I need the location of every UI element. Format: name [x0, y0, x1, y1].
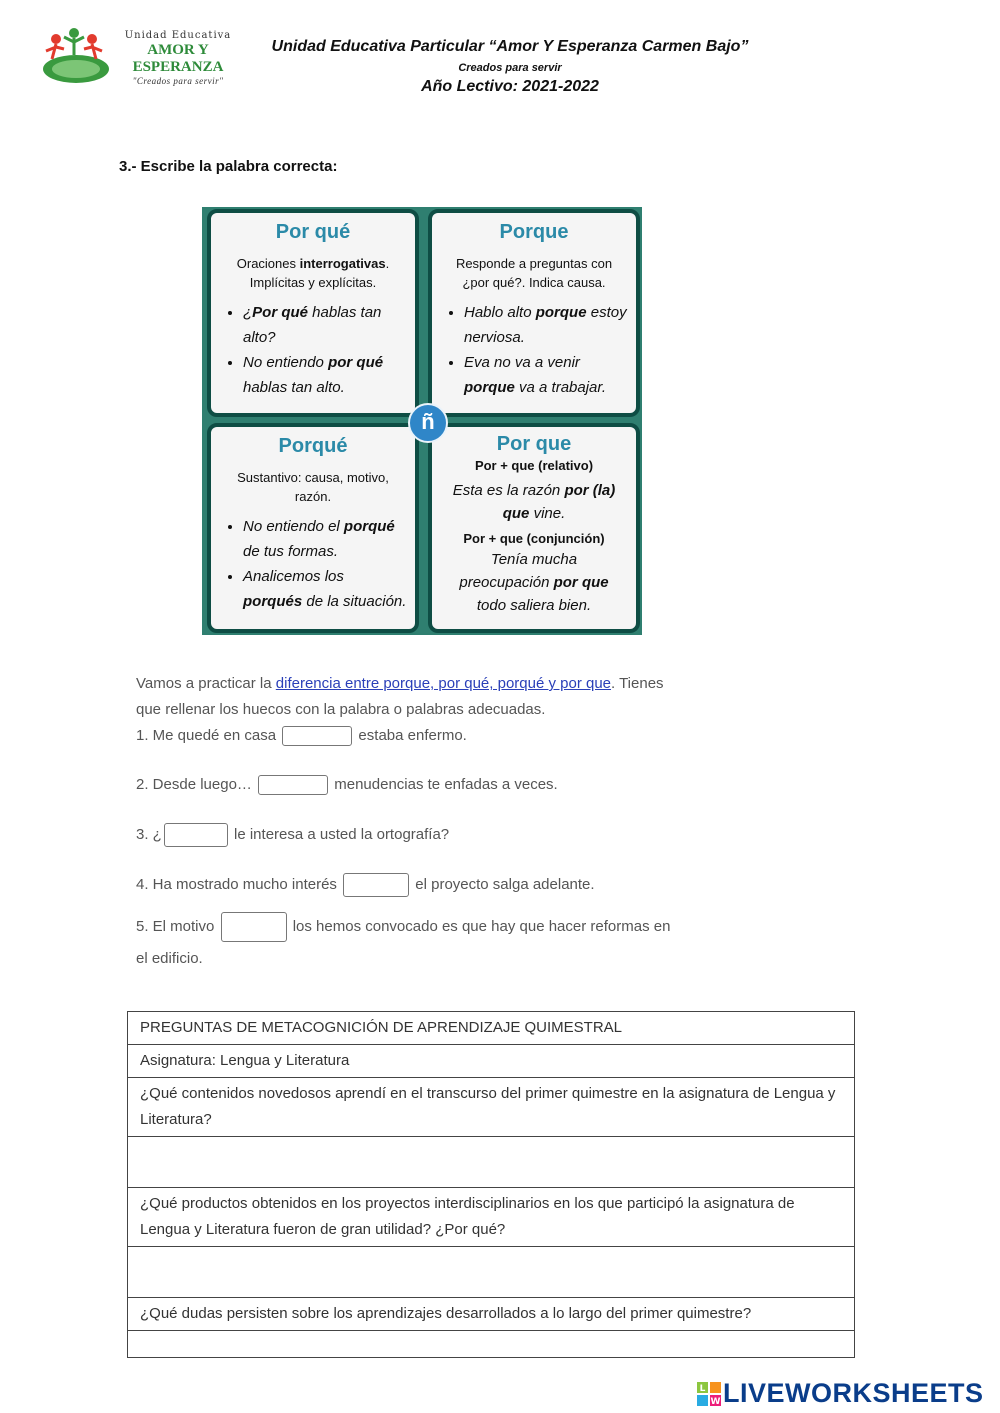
card-porque-noun	[207, 423, 419, 633]
example-item: • Hablo alto porque estoy nerviosa.	[464, 300, 628, 350]
table-title: PREGUNTAS DE METACOGNICIÓN DE APRENDIZAJE QUIMESTRAL	[128, 1012, 855, 1045]
answer-cell-2[interactable]	[128, 1247, 855, 1298]
answer-cell-1[interactable]	[128, 1137, 855, 1188]
example-item: • No entiendo por qué hablas tan alto.	[243, 350, 407, 400]
question-cell-1: ¿Qué contenidos novedosos aprendí en el transcurso del primer quimestre en la asignatura de Lengua y Literatura?	[128, 1078, 855, 1137]
card-por-que-relative	[428, 423, 640, 633]
question-5: 5. El motivo los hemos convocado es que hay que hacer reformas en	[136, 912, 670, 942]
example-list	[432, 300, 636, 400]
brand-name: LIVEWORKSHEETS	[723, 1378, 984, 1408]
card-description: Oraciones interrogativas. Implícitas y explícitas.	[236, 256, 390, 290]
enye-badge-icon: ñ	[408, 403, 448, 443]
metacognition-table	[127, 1011, 855, 1358]
answer-input-1[interactable]	[282, 726, 352, 746]
example-list	[211, 514, 415, 614]
logo-line-3: "Creados para servir"	[132, 76, 224, 86]
example-item: • No entiendo el porqué de tus formas.	[243, 514, 407, 564]
card-porque	[428, 209, 640, 417]
school-motto: Creados para servir	[458, 62, 562, 74]
question-4: 4. Ha mostrado mucho interés el proyecto salga adelante.	[136, 873, 595, 897]
logo-letter-l: L	[699, 1383, 706, 1394]
example-item: • Eva no va a venir porque va a trabajar.	[464, 350, 628, 400]
question-3: 3. ¿ le interesa a usted la ortografía?	[136, 823, 449, 847]
card-title: Porqué	[278, 435, 348, 457]
question-cell-2: ¿Qué productos obtenidos en los proyectos interdisciplinarios en los que participó la asignatura de Lengua y Literatura fueron de gran utilidad? ¿Por qué?	[128, 1188, 855, 1247]
card-subtitle: Por + que (relativo)	[474, 458, 594, 473]
logo-letter-w: W	[710, 1396, 721, 1406]
card-title: Porque	[499, 221, 569, 243]
card-description: Responde a preguntas con ¿por qué?. Indica causa.	[455, 256, 613, 290]
question-1: 1. Me quedé en casa estaba enfermo.	[136, 726, 467, 746]
table-row	[128, 1137, 855, 1188]
table-row	[128, 1012, 855, 1045]
card-description: Sustantivo: causa, motivo, razón.	[237, 470, 389, 504]
table-row	[128, 1188, 855, 1247]
table-row	[128, 1298, 855, 1331]
answer-input-3[interactable]	[164, 823, 228, 847]
card-por-que-interrogative	[207, 209, 419, 417]
liveworksheets-logo-icon	[697, 1382, 721, 1406]
table-row	[128, 1045, 855, 1078]
card-title: Por qué	[275, 221, 351, 243]
practice-intro: Vamos a practicar la diferencia entre porque, por qué, porqué y por que. Tienes	[136, 675, 664, 692]
example-text: Esta es la razón por (la) que vine.	[452, 482, 616, 522]
answer-input-5[interactable]	[221, 912, 287, 942]
example-item: • ¿Por qué hablas tan alto?	[243, 300, 407, 350]
answer-input-2[interactable]	[258, 775, 328, 795]
school-year: Año Lectivo: 2021-2022	[421, 78, 599, 95]
example-list	[211, 300, 415, 400]
answer-input-4[interactable]	[343, 873, 409, 897]
answer-cell-3[interactable]	[128, 1331, 855, 1358]
porque-infographic	[202, 207, 642, 635]
table-row	[128, 1331, 855, 1358]
card-title: Por que	[496, 433, 572, 455]
question-cell-3: ¿Qué dudas persisten sobre los aprendizajes desarrollados a lo largo del primer quimestre?	[128, 1298, 855, 1331]
table-row	[128, 1078, 855, 1137]
card-subtitle: Por + que (conjunción)	[463, 531, 605, 546]
question-5-continued: el edificio.	[136, 950, 203, 967]
logo-line-1: Unidad Educativa	[124, 30, 232, 41]
question-2: 2. Desde luego… menudencias te enfadas a veces.	[136, 775, 558, 795]
subject-cell: Asignatura: Lengua y Literatura	[128, 1045, 855, 1078]
school-name: Unidad Educativa Particular “Amor Y Esperanza Carmen Bajo”	[271, 38, 749, 55]
liveworksheets-brand	[697, 1378, 984, 1408]
practice-intro-line2: que rellenar los huecos con la palabra o palabras adecuadas.	[136, 701, 546, 718]
exercise-instruction: 3.- Escribe la palabra correcta:	[119, 158, 338, 175]
example-text: Tenía mucha preocupación por que todo saliera bien.	[459, 551, 609, 614]
logo-line-2: AMOR Y ESPERANZA	[132, 42, 224, 75]
difference-link[interactable]: diferencia entre porque, por qué, porqué y por que	[275, 675, 612, 692]
table-row	[128, 1247, 855, 1298]
example-item: • Analicemos los porqués de la situación.	[243, 564, 407, 614]
